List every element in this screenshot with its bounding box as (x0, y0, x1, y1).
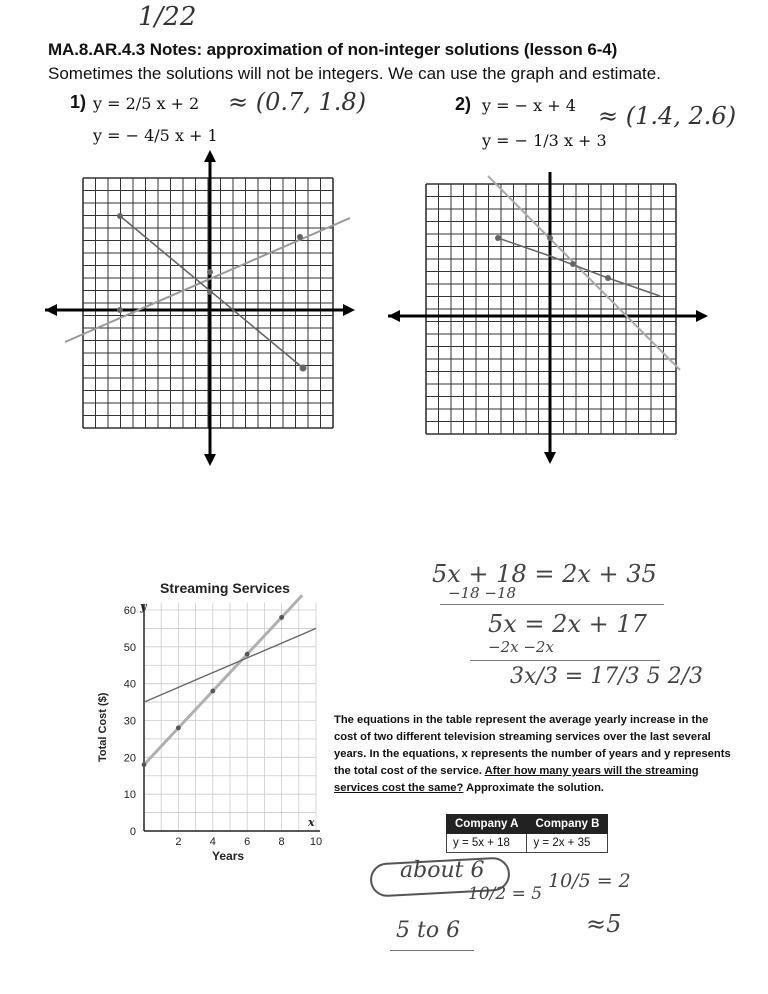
work-line-5: 3x/3 = 17/3 5 2/3 (510, 664, 704, 689)
chart-point (142, 762, 147, 767)
graph1-x-arrow-right (343, 304, 355, 316)
problem1-answer: ≈ (0.7, 1.8) (228, 88, 367, 116)
chart-x-tick-label: 4 (209, 836, 216, 848)
chart-y-letter: y (140, 600, 147, 613)
answer-fraction-2: 10/5 = 2 (548, 870, 631, 892)
chart-y-tick-label: 40 (123, 678, 136, 691)
graph1-x-arrow-left (45, 304, 57, 316)
work-line-3: 5x = 2x + 17 (488, 610, 647, 638)
answer-approx: ≈5 (586, 910, 622, 938)
chart-point (176, 725, 181, 730)
chart-series (142, 595, 316, 767)
chart-title: Streaming Services (160, 580, 290, 596)
graph1-point (297, 234, 303, 240)
work-line-4: −2x −2x (488, 638, 554, 656)
graph1-point (207, 289, 213, 295)
problem1-label: 1) (70, 92, 87, 112)
problem1-equation2: y = − 4/5 x + 1 (93, 126, 218, 145)
graph2-x-arrow-right (696, 310, 708, 322)
date-note: 1/22 (138, 2, 197, 32)
problem2-equation2: y = − 1/3 x + 3 (482, 131, 607, 150)
chart-y-label: Total Cost ($) (97, 692, 109, 762)
table-header: Company B (527, 815, 608, 834)
graph-problem1 (45, 150, 355, 470)
problem2-answer: ≈ (1.4, 2.6) (598, 102, 737, 130)
problem2-equation1: y = − x + 4 (482, 96, 576, 115)
intro-text: Sometimes the solutions will not be integers. We can use the graph and estimate. (48, 64, 661, 83)
graph-problem2 (388, 168, 708, 468)
table-row (447, 834, 608, 853)
chart-point (210, 689, 215, 694)
graph1-y-arrow-down (204, 454, 216, 466)
chart-grid (144, 603, 320, 831)
answer-about: about 6 (400, 858, 485, 883)
problem2-label: 2) (455, 94, 472, 114)
graph2-x-arrow-left (388, 310, 400, 322)
chart-point (245, 652, 250, 657)
chart-point (279, 615, 284, 620)
graph1-point (117, 307, 123, 313)
problem-question: After how many years will the streaming services cost the same? (334, 765, 699, 794)
graph2-point (495, 235, 501, 241)
chart-y-tick-label: 50 (123, 641, 136, 654)
graph2-point (547, 235, 553, 241)
graph2-point (605, 275, 611, 281)
chart-y-tick-label: 0 (129, 826, 136, 838)
chart-x-tick-label: 8 (278, 836, 285, 848)
company-table (446, 814, 608, 853)
chart-y-tick-label: 30 (123, 715, 136, 728)
graph1-y-arrow-up (204, 150, 216, 162)
chart-y-tick-label: 20 (123, 752, 136, 765)
chart-x-label: Years (212, 849, 245, 863)
answer-fraction-1: 10/2 = 5 (468, 884, 543, 904)
chart-x-letter: x (308, 816, 315, 829)
page-title: MA.8.AR.4.3 Notes: approximation of non-integer solutions (lesson 6-4) (48, 40, 618, 59)
chart-ticks (124, 605, 322, 848)
table-header-row (447, 815, 608, 834)
graph1-point (207, 269, 213, 275)
work-divider (470, 660, 660, 661)
chart-x-tick-label: 6 (244, 836, 251, 848)
graph1-point (117, 213, 123, 219)
table-cell: y = 2x + 35 (527, 834, 608, 853)
chart-y-tick-label: 10 (123, 789, 136, 802)
work-line-1: 5x + 18 = 2x + 35 (432, 560, 657, 588)
problem-text-before: The equations in the table represent the average yearly increase in the cost of two different television streaming services over the last several years. In the equations, x represents the number of years and y represents the total cost of the service. (334, 714, 731, 777)
graph2-y-arrow-down (544, 452, 556, 464)
chart-y-tick-label: 60 (123, 605, 136, 617)
problem1-equation1: y = 2/5 x + 2 (93, 94, 200, 113)
graph2-point (570, 261, 576, 267)
answer-underline (390, 950, 474, 951)
work-divider (440, 604, 664, 605)
work-line-2: −18 −18 (448, 584, 517, 602)
table-cell: y = 5x + 18 (447, 834, 527, 853)
answer-range: 5 to 6 (396, 918, 461, 943)
problem-text-after: Approximate the solution. (463, 782, 605, 794)
streaming-chart (92, 576, 332, 876)
chart-x-tick-label: 2 (175, 836, 182, 848)
graph1-point (300, 365, 307, 372)
problem-statement (334, 712, 732, 797)
chart-x-tick-label: 10 (309, 836, 323, 848)
table-header: Company A (447, 815, 527, 834)
